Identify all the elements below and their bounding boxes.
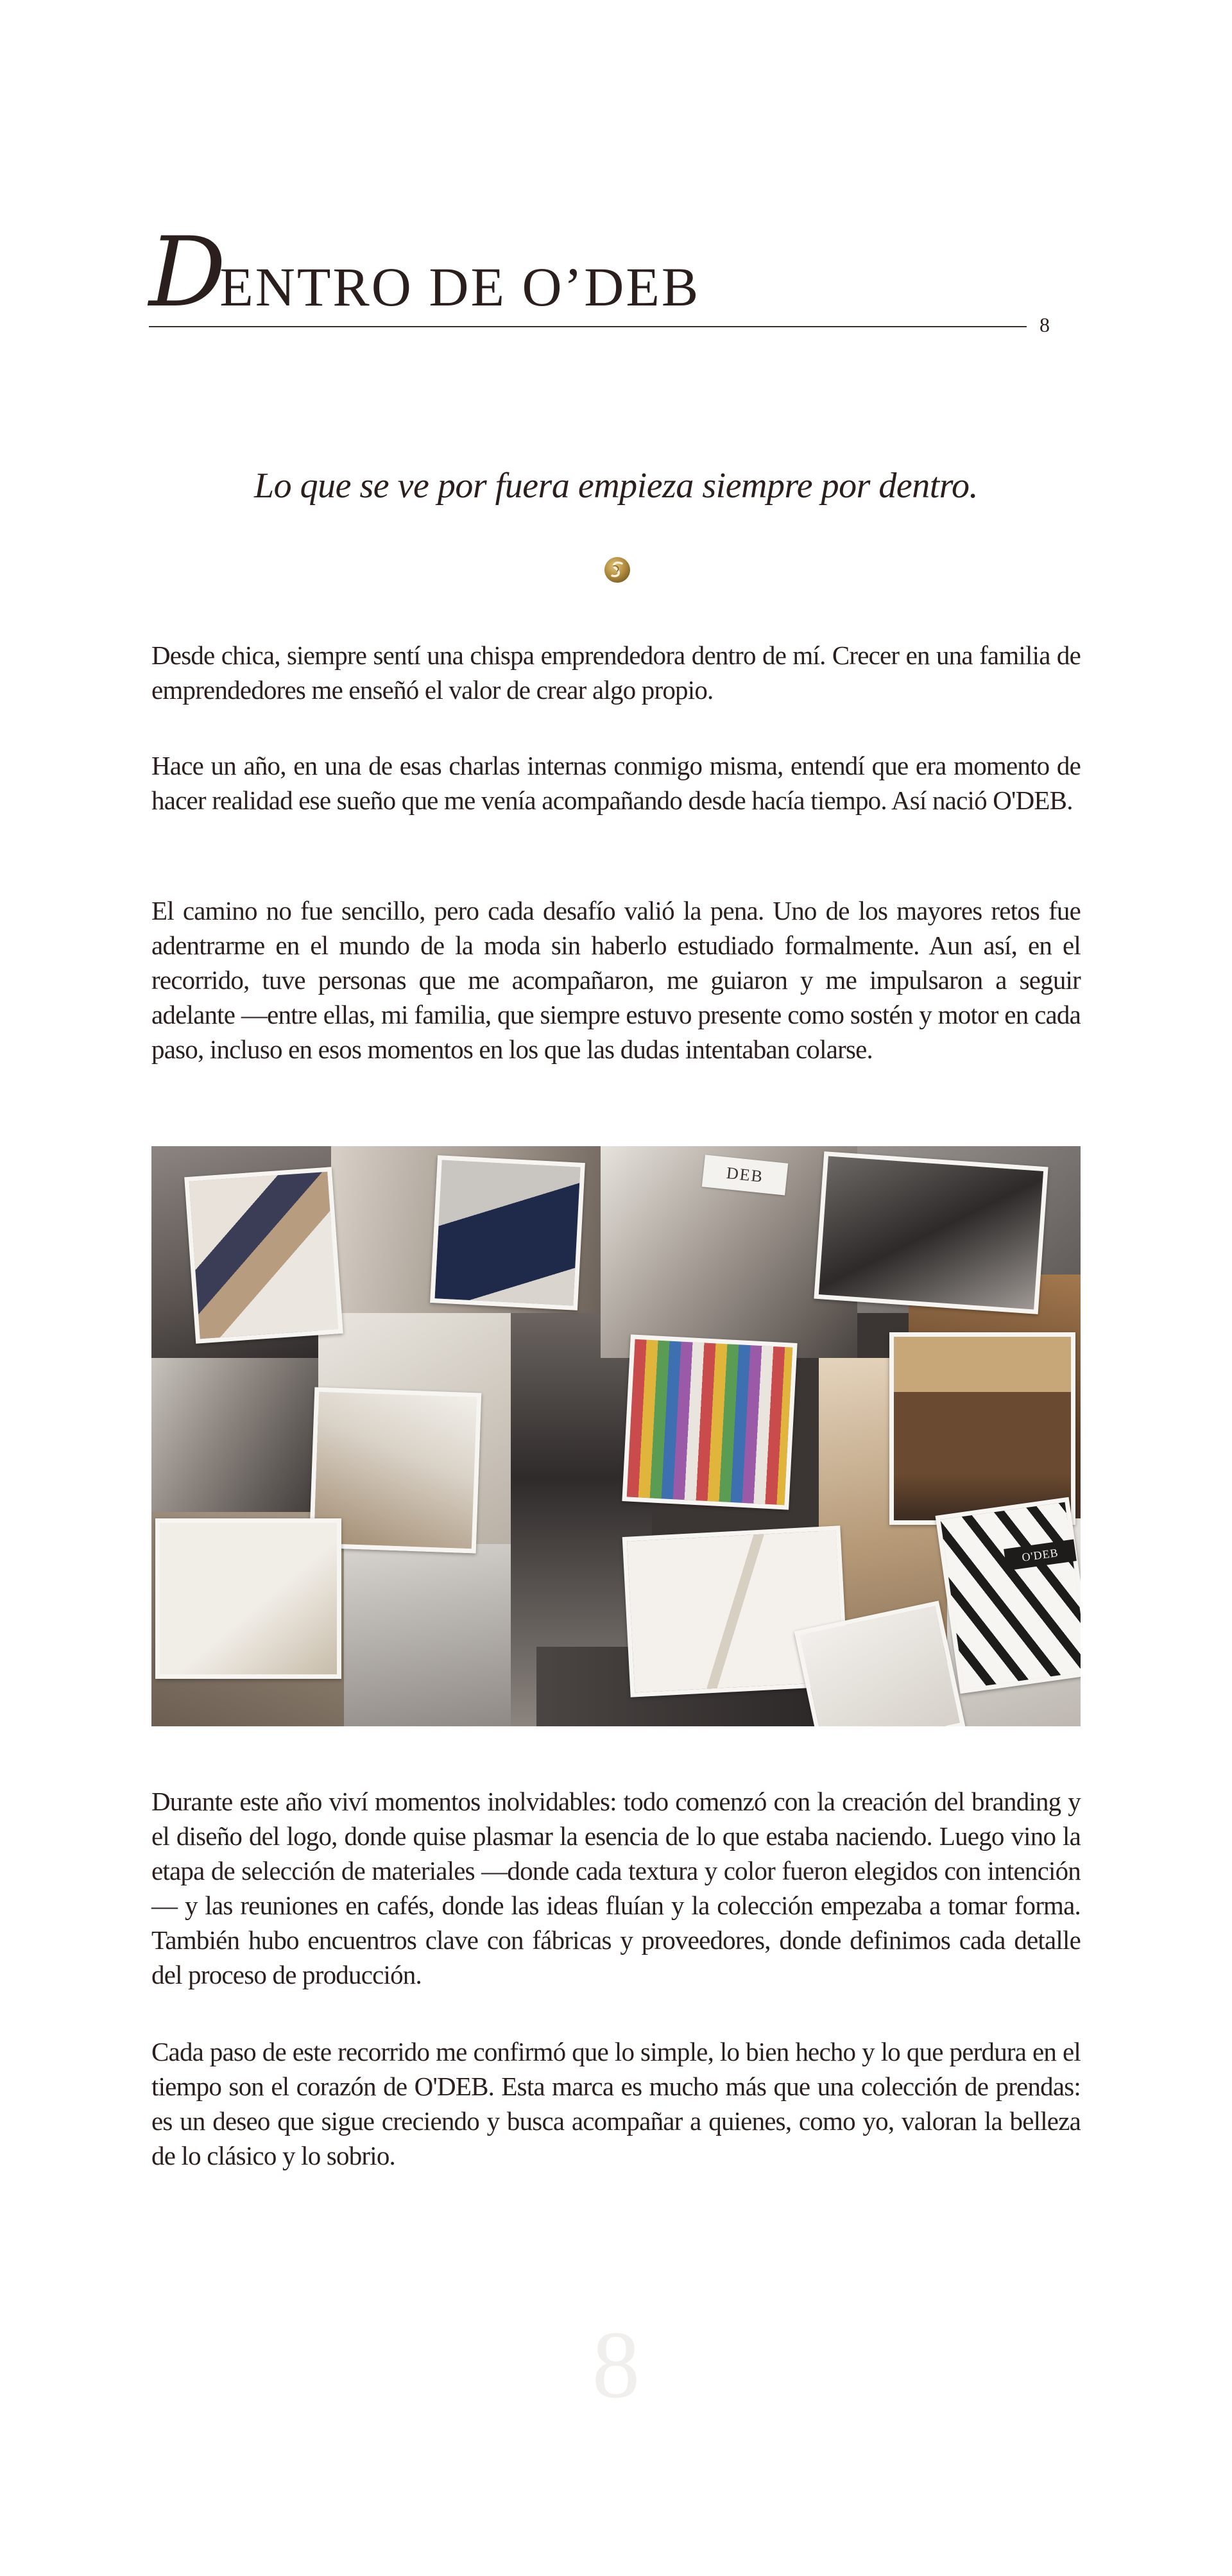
collage-photo-sewing-machine — [814, 1151, 1048, 1314]
title-initial: D — [149, 217, 223, 329]
collage-photo-navy-fabric — [430, 1155, 585, 1310]
collage-photo-photo-shoot — [889, 1332, 1075, 1525]
watermark-page-number: 8 — [592, 2312, 640, 2418]
collage-tile — [344, 1544, 536, 1726]
paragraph-4: Durante este año viví momentos inolvidables: todo comenzó con la creación del branding y el diseño del logo, donde quise plasmar la esencia de lo que estaba naciendo. Luego vino la etapa de selección de materiales —donde cada textura y color fueron elegidos con intención— y las reuniones en cafés, donde las ideas fluían y la colección empezaba a tomar forma. También hubo encuentros clave con fábricas y proveedores, donde definimos cada detalle del proceso de producción. — [151, 1787, 1081, 1989]
page-header — [149, 217, 1073, 336]
page-number: 8 — [1040, 313, 1050, 336]
section-subtitle: Lo que se ve por fuera empieza siempre por dentro. — [253, 466, 978, 506]
gold-monogram-icon — [603, 556, 631, 584]
collage-tag-odeb: O'DEB — [1004, 1540, 1077, 1571]
photo-collage — [151, 1146, 1081, 1726]
collage-photo-blue-outline — [155, 1518, 341, 1679]
section-title — [149, 217, 1073, 329]
paragraph-3: El camino no fue sencillo, pero cada desafío valió la pena. Uno de los mayores retos fue adentrarme en el mundo de la moda sin haberlo estudiado formalmente. Aun así, en el recorrido, tuve personas que me acompañaron, me guiaron y me impulsaron a seguir adelante —entre ellas, mi familia, que siempre estuvo presente como sostén y motor en cada paso, incluso en esos momentos en los que las dudas intentaban colarse. — [151, 896, 1081, 1064]
paragraph-5: Cada paso de este recorrido me confirmó que lo simple, lo bien hecho y lo que perdura en el tiempo son el corazón de O'DEB. Esta marca es mucho más que una colección de prendas: es un deseo que sigue creciendo y busca acompañar a quienes, como yo, valoran la belleza de lo clásico y lo sobrio. — [151, 2037, 1081, 2170]
collage-tag-deb: DEB — [702, 1155, 789, 1195]
collage-photo-swatch-book — [184, 1167, 343, 1343]
title-divider — [149, 326, 1027, 327]
collage-photo-color-chart — [622, 1334, 797, 1509]
collage-photo-labels — [936, 1497, 1081, 1694]
paragraph-2: Hace un año, en una de esas charlas internas conmigo misma, entendí que era momento de hacer realidad ese sueño que me venía acompañando desde hacía tiempo. Así nació O'DEB. — [151, 751, 1081, 815]
collage-tile — [151, 1358, 318, 1512]
title-text: ENTRO DE O’DEB — [219, 256, 701, 318]
paragraph-1: Desde chica, siempre sentí una chispa emprendedora dentro de mí. Crecer en una familia de emprendedores me enseñó el valor de crear algo propio. — [151, 640, 1081, 705]
